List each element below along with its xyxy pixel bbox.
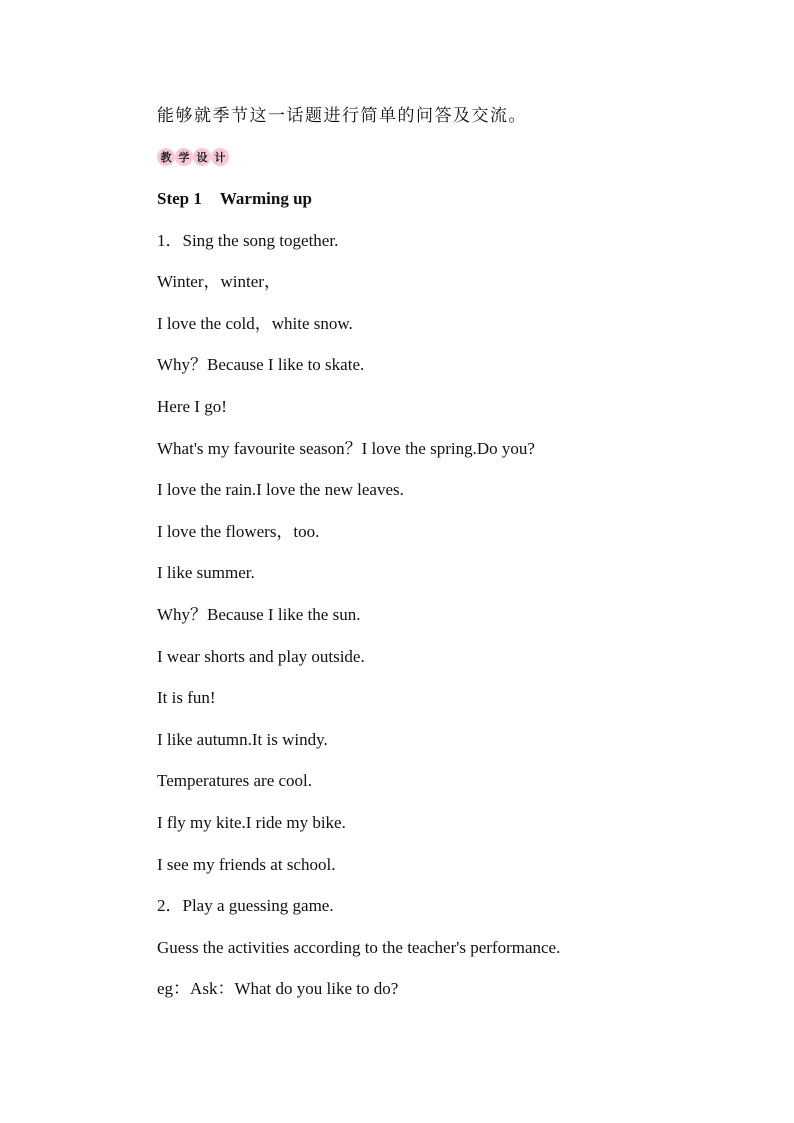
text-line: I fly my kite.I ride my bike. — [157, 812, 346, 832]
text-line: I see my friends at school. — [157, 854, 336, 874]
text-line: 2．Play a guessing game. — [157, 896, 334, 916]
step-title: Warming up — [219, 189, 312, 208]
text-line: 1．Sing the song together. — [157, 230, 339, 250]
section-badge-teaching-design — [157, 147, 737, 167]
step-heading — [157, 187, 737, 211]
text-line: I love the cold，white snow. — [157, 313, 353, 333]
text-line: eg：Ask：What do you like to do? — [157, 979, 399, 999]
text-line: Temperatures are cool. — [157, 771, 313, 791]
text-line: What's my favourite season？I love the spring.Do you? — [157, 438, 535, 458]
text-line: Winter，winter， — [157, 272, 281, 292]
text-line: It is fun! — [157, 688, 216, 708]
text-line: I like autumn.It is windy. — [157, 729, 328, 749]
text-line: I like summer. — [157, 563, 255, 583]
text-line: Why？Because I like to skate. — [157, 355, 365, 375]
badge-char: 设 — [193, 148, 211, 166]
badge-char: 教 — [157, 148, 175, 166]
text-line: Here I go! — [157, 396, 227, 416]
badge-char: 学 — [175, 148, 193, 166]
text-line: I wear shorts and play outside. — [157, 646, 365, 666]
document-body — [157, 104, 737, 1019]
text-line: I love the rain.I love the new leaves. — [157, 480, 404, 500]
badge-char: 计 — [211, 148, 229, 166]
text-line: Guess the activities according to the teacher's performance. — [157, 937, 561, 957]
step-number: Step 1 — [157, 189, 202, 208]
text-line: Why？Because I like the sun. — [157, 604, 361, 624]
intro-text: 能够就季节这一话题进行简单的问答及交流。 — [157, 106, 527, 126]
text-line: I love the flowers，too. — [157, 521, 320, 541]
